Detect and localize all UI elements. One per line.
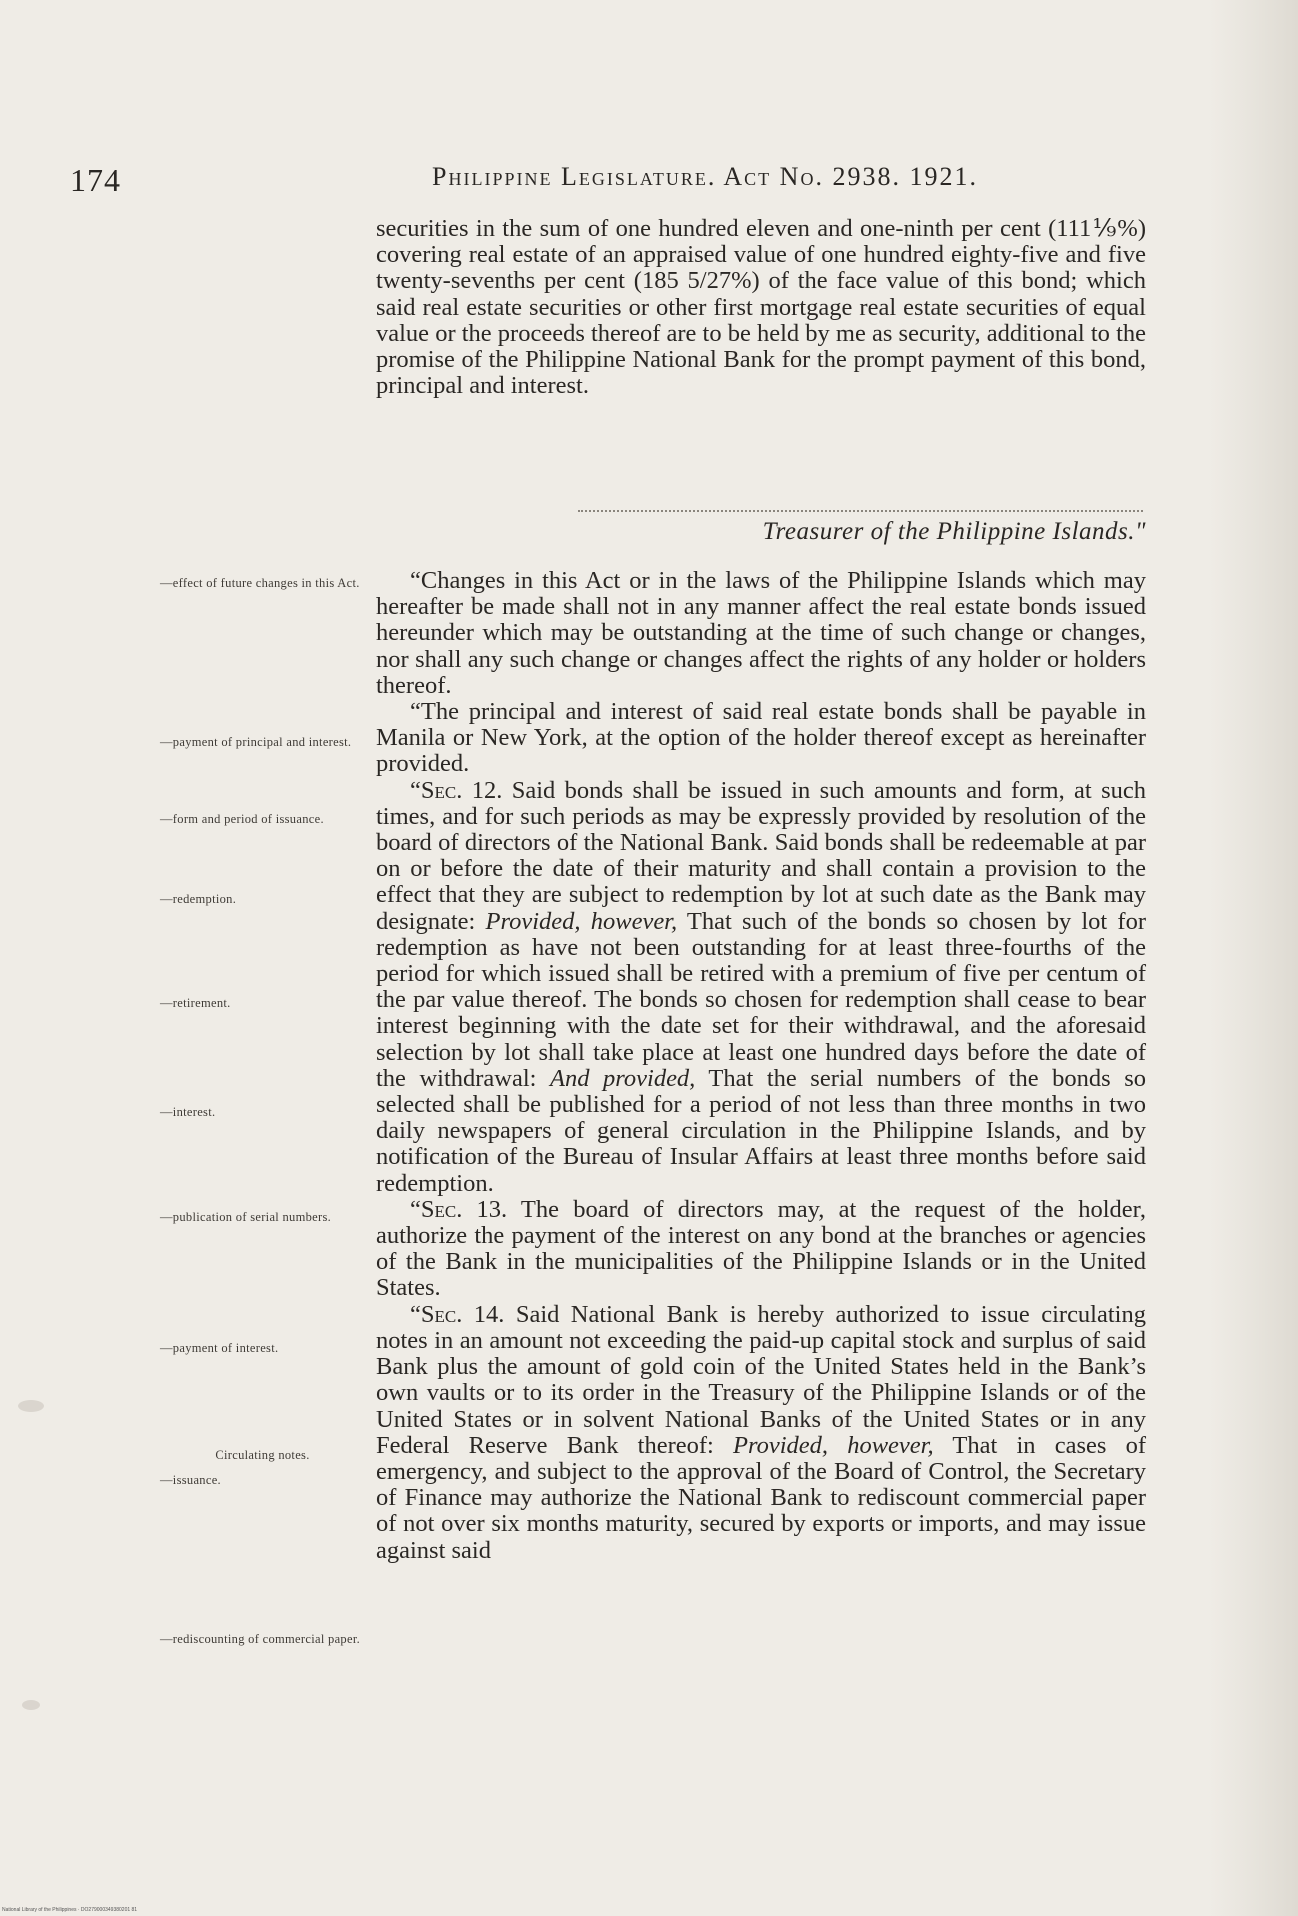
section-12-text-a: Said bonds shall be issued in such amounts and form, at such times, and for such periods as may be expressly provided by resolution of the board of directors of the National Bank. Said bonds shall be redeemable at par on or before the date of their maturity and shall contain a provision to the effect that they are subject to redemption by lot at such date as the Bank may designate: xyxy=(376,776,1146,935)
section-12 xyxy=(376,778,1146,1197)
section-13 xyxy=(376,1197,1146,1302)
margin-note-retirement: —retirement. xyxy=(160,996,231,1010)
margin-note-publication: —publication of serial numbers. xyxy=(160,1210,332,1224)
page-edge-shadow xyxy=(1208,0,1298,1916)
scan-smudge xyxy=(18,1400,44,1412)
section-14-proviso: Provided, however, xyxy=(733,1431,934,1459)
margin-note-form-period: —form and period of issuance. xyxy=(160,812,324,826)
paragraph-payment: “The principal and interest of said real estate bonds shall be payable in Manila or New York, at the option of the holder thereof except as hereinafter provided. xyxy=(376,698,1146,778)
margin-note-circulating: Circulating notes. xyxy=(215,1448,310,1462)
scan-smudge xyxy=(22,1700,40,1710)
section-12-proviso-2: And provided, xyxy=(550,1064,696,1092)
running-head: Philippine Legislature. Act No. 2938. 1921. xyxy=(432,162,978,191)
margin-note-rediscounting: —rediscounting of commercial paper. xyxy=(160,1632,361,1646)
margin-note-payment-principal: —payment of principal and interest. xyxy=(160,735,352,749)
margin-note-interest: —interest. xyxy=(160,1105,216,1119)
section-14-text-a: Said National Bank is hereby authorized to issue circulating notes in an amount not exceeding the paid-up capital stock and surplus of said Bank plus the amount of gold coin of the United States held in the Bank’s own vaults or to its order in the Treasury of the Philippine Islands or of the United States or in solvent National Banks of the United States or in any Federal Reserve Bank thereof: xyxy=(376,1300,1146,1459)
section-14-text-b: That in cases of emergency, and subject to the approval of the Board of Control, the Secretary of Finance may authorize the National Bank to rediscount commercial paper of not over six months maturity, secured by exports or imports, and may issue against said xyxy=(376,1431,1146,1564)
paragraph-changes: “Changes in this Act or in the laws of the Philippine Islands which may hereafter be made shall not in any manner affect the real estate bonds issued hereunder which may be outstanding at the time of such change or changes, nor shall any such change or changes affect the rights of any holder or holders thereof. xyxy=(376,567,1146,699)
page-number: 174 xyxy=(70,162,121,198)
body-text xyxy=(376,568,1146,1564)
section-14-label: “Sec. 14. xyxy=(410,1300,505,1328)
section-13-text: The board of directors may, at the request of the holder, authorize the payment of the interest on any bond at the branches or agencies of the Bank in the municipalities of the Philippine Islands or in the United States. xyxy=(376,1195,1146,1302)
margin-note-issuance: —issuance. xyxy=(160,1473,221,1487)
section-12-text-c: That the serial numbers of the bonds so selected shall be published for a period of not less than three months in two daily newspapers of general circulation in the Philippine Islands, and by notification of the Bureau of Insular Affairs at least three months before said redemption. xyxy=(376,1064,1147,1197)
margin-note-effect: —effect of future changes in this Act. xyxy=(160,576,360,590)
margin-note-payment-interest: —payment of interest. xyxy=(160,1341,279,1355)
section-14 xyxy=(376,1302,1146,1564)
section-12-label: “Sec. 12. xyxy=(410,776,503,804)
section-13-label: “Sec. 13. xyxy=(410,1195,508,1223)
opening-paragraph xyxy=(376,216,1146,399)
signature-line xyxy=(578,510,1143,512)
signature-title: Treasurer of the Philippine Islands." xyxy=(762,518,1146,545)
margin-note-redemption: —redemption. xyxy=(160,892,237,906)
opening-text: securities in the sum of one hundred eleven and one-ninth per cent (111⅑%) covering real estate of an appraised value of one hundred eighty-five and five twenty-sevenths per cent (185 5/27%) of the face value of this bond; which said real estate securities or other first mortgage real estate securities of equal value or the proceeds thereof are to be held by me as security, additional to the promise of the Philippine National Bank for the prompt payment of this bond, principal and interest. xyxy=(376,215,1146,400)
section-12-proviso-1: Provided, however, xyxy=(485,907,678,935)
scan-footer: National Library of the Philippines · DO279000349380201 81 xyxy=(2,1907,138,1913)
section-12-text-b: That such of the bonds so chosen by lot for redemption as have not been outstanding for at least three-fourths of the period for which issued shall be retired with a premium of five per centum of the par value thereof. The bonds so chosen for redemption shall cease to bear interest beginning with the date set for their withdrawal, and the aforesaid selection by lot shall take place at least one hundred days before the date of the withdrawal: xyxy=(376,907,1146,1092)
